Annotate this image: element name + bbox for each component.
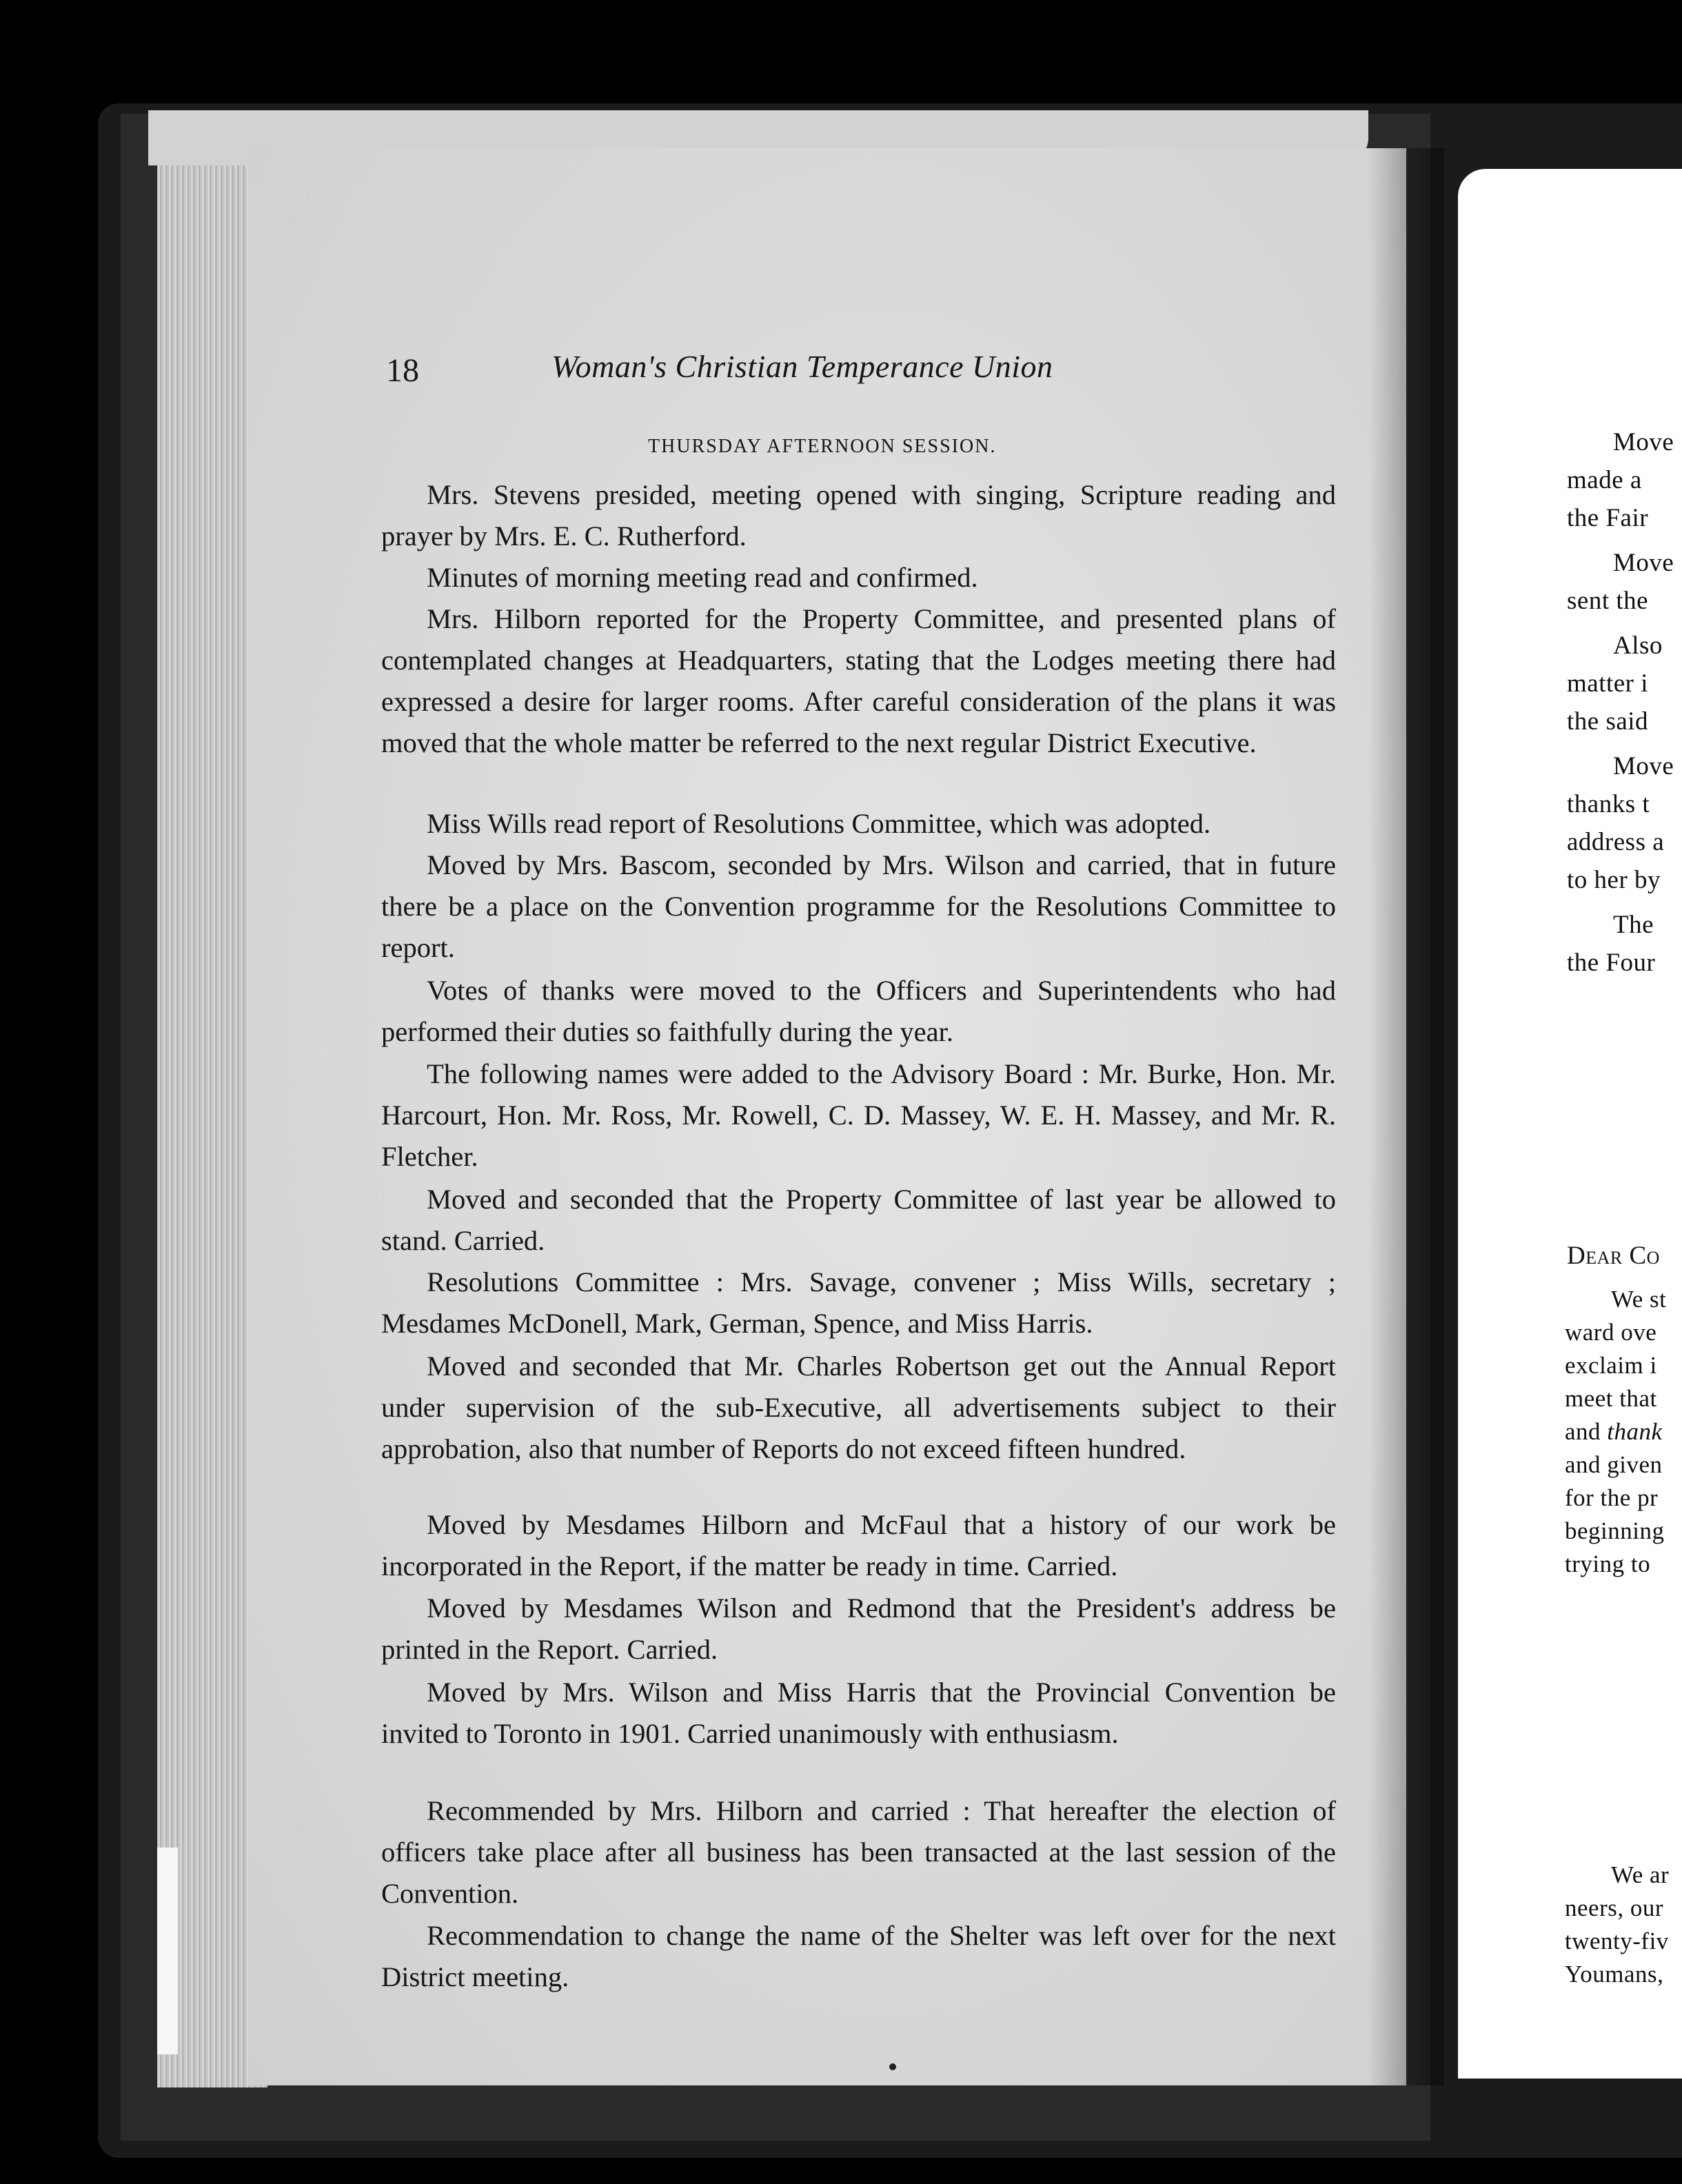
- facing-line: address a: [1567, 828, 1665, 856]
- facing-line: for the pr: [1565, 1484, 1659, 1511]
- paragraph-election-of-officers: Recommended by Mrs. Hilborn and carried : That hereafter the election of officers take place after all business has been transacted at the last session of the Convention.: [381, 1795, 1336, 1909]
- paragraph-property-committee-stand: Moved and seconded that the Property Committee of last year be allowed to stand. Carried.: [381, 1184, 1336, 1256]
- paragraph-shelter-name: Recommendation to change the name of the Shelter was left over for the next District meeting.: [381, 1920, 1336, 1992]
- paragraph-resolutions-committee: Resolutions Committee : Mrs. Savage, convener ; Miss Wills, secretary ; Mesdames McDonell, Mark, German, Spence, and Miss Harris.: [381, 1266, 1336, 1339]
- running-head: Woman's Christian Temperance Union: [551, 349, 1053, 384]
- facing-line: and thank: [1565, 1418, 1663, 1445]
- facing-line: We st: [1611, 1286, 1667, 1313]
- facing-line: Move: [1613, 752, 1674, 780]
- paragraph-advisory-board: The following names were added to the Advisory Board : Mr. Burke, Hon. Mr. Harcourt, Hon. Mr. Ross, Mr. Rowell, C. D. Massey, W. E. H. Massey, and Mr. R. Fletcher.: [381, 1058, 1336, 1172]
- facing-line: Also: [1613, 631, 1663, 660]
- paragraph-history-motion: Moved by Mesdames Hilborn and McFaul that a history of our work be incorporated in the Report, if the matter be ready in time. Carried.: [381, 1509, 1336, 1581]
- facing-line: We ar: [1611, 1861, 1670, 1888]
- page-speck: [889, 2063, 896, 2070]
- facing-line: twenty-fiv: [1565, 1928, 1669, 1954]
- session-heading: THURSDAY AFTERNOON SESSION.: [648, 436, 997, 457]
- facing-line: the Four: [1567, 949, 1656, 977]
- page-gutter: [1368, 148, 1444, 2085]
- facing-line: neers, our: [1565, 1894, 1664, 1921]
- facing-emphasis: thank: [1607, 1418, 1663, 1445]
- facing-line: Youmans,: [1565, 1961, 1664, 1988]
- facing-line: Move: [1613, 549, 1674, 577]
- facing-line: matter i: [1567, 669, 1649, 698]
- facing-line: thanks t: [1567, 790, 1650, 818]
- facing-line: sent the: [1567, 587, 1649, 615]
- page-edge-highlight: [157, 1848, 178, 2054]
- right-page: [1458, 169, 1682, 2079]
- facing-line: the said: [1567, 707, 1649, 736]
- facing-line: Move: [1613, 428, 1674, 456]
- facing-line: meet that: [1565, 1385, 1657, 1412]
- paragraph-bascom-motion: Moved by Mrs. Bascom, seconded by Mrs. Wilson and carried, that in future there be a place on the Convention programme for the Resolutions Committee to report.: [381, 849, 1336, 963]
- paragraph-opening: Mrs. Stevens presided, meeting opened with singing, Scripture reading and prayer by Mrs. E. C. Rutherford.: [381, 479, 1336, 552]
- paragraph-property-committee: Mrs. Hilborn reported for the Property Committee, and presented plans of contemplated changes at Headquarters, stating that the Lodges meeting there had expressed a desire for larger rooms. After careful consideration of the plans it was moved that the whole matter be referred to the next regular District Executive.: [381, 603, 1336, 758]
- facing-line: trying to: [1565, 1550, 1651, 1577]
- facing-line: exclaim i: [1565, 1352, 1657, 1379]
- paragraph-minutes: Minutes of morning meeting read and confirmed.: [427, 562, 978, 593]
- facing-line: The: [1613, 911, 1654, 939]
- facing-line: beginning: [1565, 1517, 1665, 1544]
- facing-line: to her by: [1567, 866, 1661, 894]
- facing-salutation: Dear Co: [1567, 1242, 1660, 1270]
- paragraph-presidents-address: Moved by Mesdames Wilson and Redmond that the President's address be printed in the Report. Carried.: [381, 1593, 1336, 1665]
- facing-line: and given: [1565, 1451, 1663, 1478]
- facing-line: the Fair: [1567, 504, 1649, 532]
- paragraph-annual-report: Moved and seconded that Mr. Charles Robertson get out the Annual Report under supervision of the sub-Executive, all advertisements subject to their approbation, also that number of Reports do not exceed fifteen hundred.: [381, 1351, 1336, 1464]
- paragraph-votes-of-thanks: Votes of thanks were moved to the Officers and Superintendents who had performed their duties so faithfully during the year.: [381, 975, 1336, 1047]
- facing-line: made a: [1567, 466, 1642, 494]
- facing-line: ward ove: [1565, 1319, 1657, 1346]
- paragraph-resolutions-report: Miss Wills read report of Resolutions Committee, which was adopted.: [427, 808, 1211, 839]
- page-number: 18: [386, 352, 419, 389]
- paragraph-provincial-convention: Moved by Mrs. Wilson and Miss Harris that the Provincial Convention be invited to Toronto in 1901. Carried unanimously with enthusiasm.: [381, 1677, 1336, 1749]
